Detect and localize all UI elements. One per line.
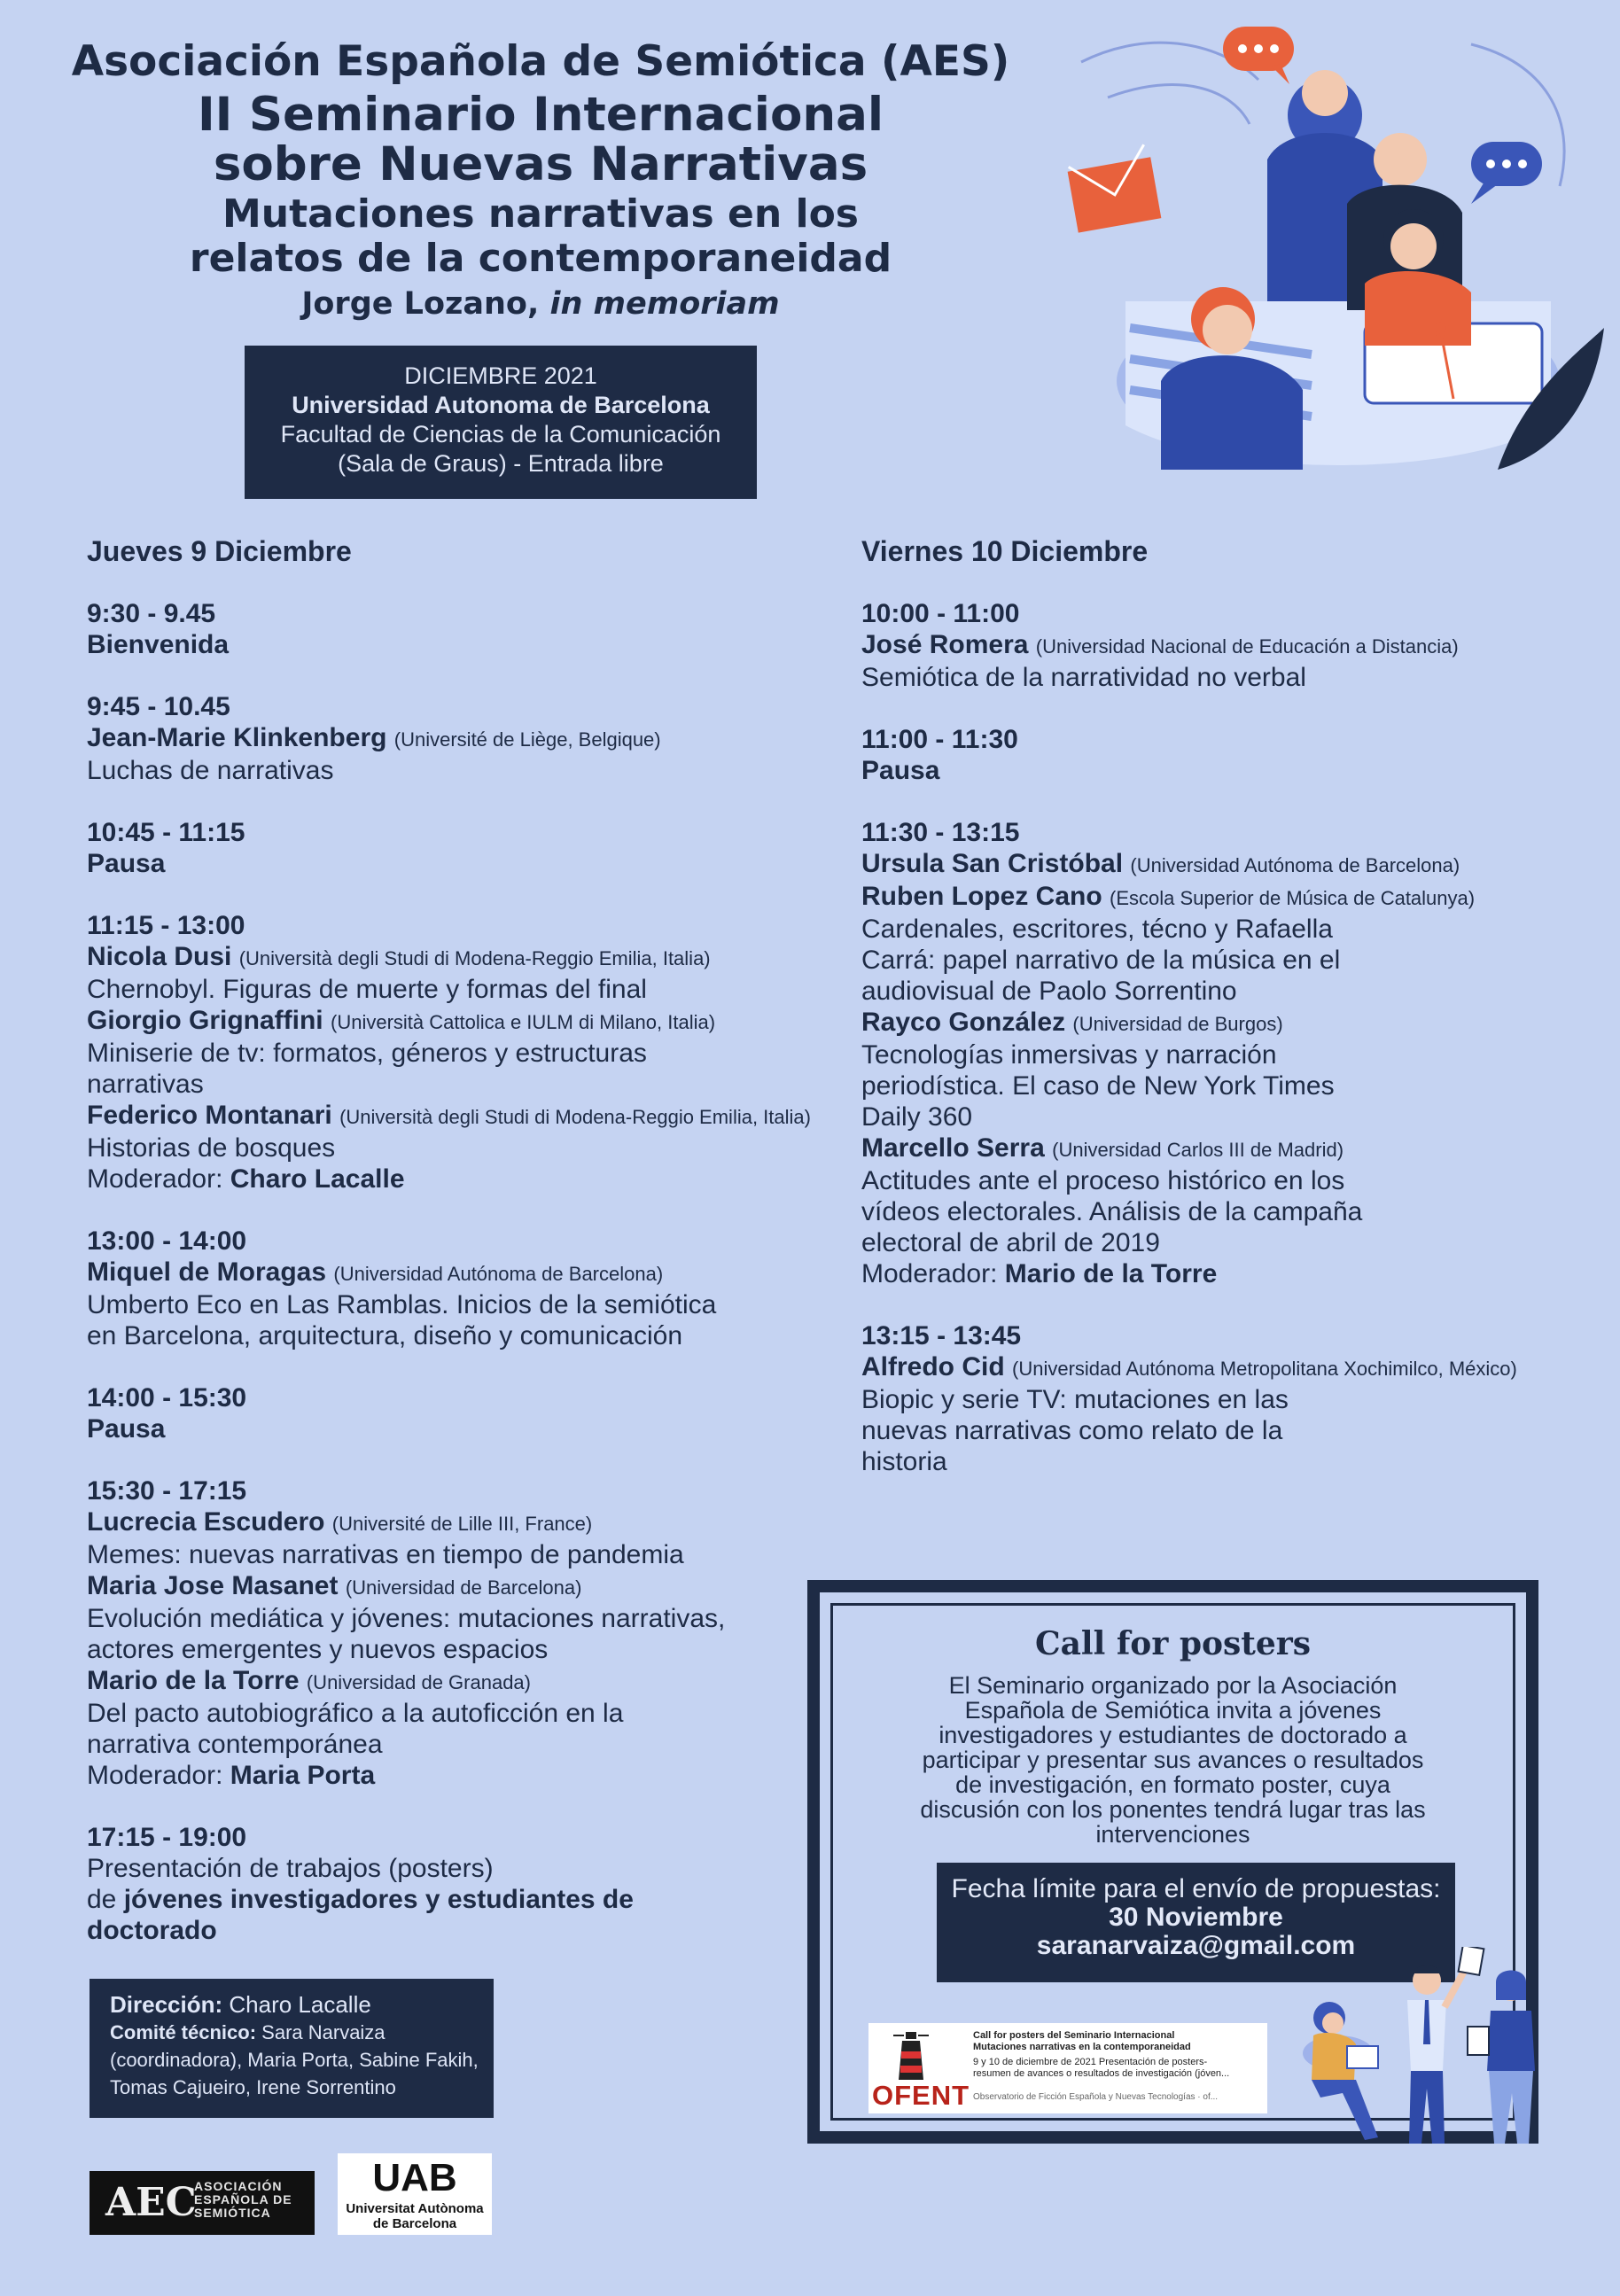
session-time: 14:00 - 15:30 [87, 1383, 247, 1413]
aes-logo-mark: AEC [105, 2180, 197, 2225]
talk-bold: doctorado [87, 1916, 217, 1945]
day-1-title: Jueves 9 Diciembre [87, 535, 352, 567]
session-block [861, 724, 1570, 786]
call-body-line: discusión con los ponentes tendrá lugar tras las [920, 1796, 1426, 1823]
session-time: 11:15 - 13:00 [87, 911, 245, 940]
session-title: Pausa [87, 1414, 166, 1444]
session-block [87, 1475, 822, 1791]
session-time: 17:15 - 19:00 [87, 1823, 247, 1852]
speaker-name: Lucrecia Escudero [87, 1507, 325, 1537]
session-time: 11:00 - 11:30 [861, 725, 1018, 754]
committee-line: (coordinadora), Maria Porta, Sabine Fakih, [110, 2049, 479, 2071]
speaker-line [87, 1257, 822, 1289]
talk-title: Chernobyl. Figuras de muerte y formas del final [87, 975, 647, 1004]
program-day-2 [861, 536, 1570, 1508]
session-time: 13:00 - 14:00 [87, 1226, 247, 1256]
direction-line [110, 1991, 494, 2019]
uab-logo-line: de Barcelona [372, 2216, 457, 2231]
session-title: Pausa [87, 849, 166, 878]
speaker-name: Marcello Serra [861, 1133, 1045, 1163]
day-2-title: Viernes 10 Diciembre [861, 535, 1149, 567]
speaker-name: Miquel de Moragas [87, 1257, 327, 1287]
speaker-name: Federico Montanari [87, 1101, 332, 1130]
session-time: 11:30 - 13:15 [861, 818, 1020, 847]
direction-name: Charo Lacalle [229, 1991, 371, 2018]
talk-connector: de [87, 1885, 117, 1914]
moderator-label: Moderador: [87, 1164, 223, 1194]
people-illustration [1046, 9, 1613, 505]
speaker-affiliation: (Universidad Autónoma Metropolitana Xochimilco, México) [1012, 1358, 1517, 1380]
aes-logo-text [194, 2180, 309, 2220]
ofent-logo-text: OFENT [872, 2080, 970, 2111]
talk-title: nuevas narrativas como relato de la [861, 1416, 1283, 1445]
speaker-affiliation: (Universidad Autónoma de Barcelona) [333, 1263, 664, 1285]
talk-title: Semiótica de la narratividad no verbal [861, 663, 1306, 692]
link-title: Mutaciones narrativas en la contemporaneidad [973, 2042, 1191, 2052]
dedication-name: Jorge Lozano, [301, 286, 540, 322]
call-body [886, 1673, 1460, 1847]
talk-title: Presentación de trabajos (posters) [87, 1854, 494, 1883]
aes-logo-line: ASOCIACIÓN [194, 2179, 283, 2193]
committee-label: Comité técnico: [110, 2021, 257, 2043]
moderator-line [861, 1258, 1570, 1289]
session-title: Pausa [861, 756, 940, 785]
link-desc: 9 y 10 de diciembre de 2021 Presentación de posters- [973, 2057, 1208, 2067]
talk-title: narrativa contemporánea [87, 1730, 383, 1759]
deadline-label: Fecha límite para el envío de propuestas: [951, 1874, 1441, 1903]
committee-names: Sara Narvaiza [261, 2021, 386, 2043]
session-time: 15:30 - 17:15 [87, 1476, 247, 1506]
uab-logo [338, 2153, 492, 2235]
speaker-affiliation: (Escola Superior de Música de Catalunya) [1110, 887, 1476, 909]
session-block [861, 1320, 1570, 1477]
speaker-affiliation: (Università Cattolica e IULM di Milano, Italia) [331, 1011, 716, 1033]
speaker-line [87, 1005, 822, 1038]
link-desc: resumen de avances o resultados de investigación (jóven... [973, 2068, 1230, 2079]
speaker-name: Ursula San Cristóbal [861, 849, 1124, 878]
speaker-name: Rayco González [861, 1008, 1066, 1037]
committee-line: Tomas Cajueiro, Irene Sorrentino [110, 2076, 396, 2098]
aes-logo-line: ESPAÑOLA DE [194, 2192, 292, 2206]
lighthouse-icon [893, 2028, 929, 2080]
speaker-affiliation: (Universidad Nacional de Educación a Distancia) [1035, 635, 1459, 658]
speaker-affiliation: (Universidad de Granada) [306, 1671, 531, 1693]
talk-title [87, 1884, 822, 1915]
talk-bold: jóvenes investigadores y estudiantes de [123, 1885, 634, 1914]
dedication [0, 282, 1081, 326]
venue-room: (Sala de Graus) - Entrada libre [338, 450, 664, 477]
talk-title: vídeos electorales. Análisis de la campaña [861, 1197, 1363, 1226]
talk-title: historia [861, 1447, 947, 1476]
researchers-illustration [1294, 1947, 1551, 2151]
speaker-line [87, 722, 822, 755]
credits-box [90, 1979, 494, 2118]
aes-logo [90, 2171, 315, 2235]
speaker-line [87, 1506, 822, 1539]
deadline-date: 30 Noviembre [1109, 1903, 1283, 1932]
speaker-line [861, 1007, 1570, 1039]
speaker-affiliation: (Università degli Studi di Modena-Reggio Emilia, Italia) [339, 1106, 811, 1128]
speaker-line [87, 1100, 822, 1132]
talk-title: Cardenales, escritores, técno y Rafaella [861, 915, 1333, 944]
speaker-affiliation: (Universidad Carlos III de Madrid) [1052, 1139, 1344, 1161]
moderator-name: Maria Porta [230, 1761, 376, 1790]
call-for-posters-box [807, 1580, 1538, 2144]
seminar-title-2: sobre Nuevas Narrativas [213, 137, 868, 191]
talk-title: Actitudes ante el proceso histórico en los [861, 1166, 1345, 1195]
moderator-name: Charo Lacalle [230, 1164, 405, 1194]
speaker-affiliation: (Università degli Studi di Modena-Reggio Emilia, Italia) [238, 947, 711, 969]
talk-title: narrativas [87, 1070, 204, 1099]
session-block [87, 817, 822, 879]
speaker-line [861, 1132, 1570, 1165]
speaker-name: Maria Jose Masanet [87, 1571, 339, 1600]
session-time: 9:30 - 9.45 [87, 599, 216, 628]
speaker-line [861, 848, 1570, 881]
link-preview-text [973, 2030, 1262, 2080]
session-block [87, 598, 822, 660]
session-block [87, 910, 822, 1195]
moderator-line [87, 1164, 822, 1195]
subtitle-1: Mutaciones narrativas en los [222, 191, 859, 237]
talk-title: Evolución mediática y jóvenes: mutaciones narrativas, [87, 1604, 726, 1633]
venue-box [245, 346, 757, 499]
call-body-line: participar y presentar sus avances o resultados [922, 1747, 1424, 1773]
link-title: Call for posters del Seminario Internacional [973, 2030, 1175, 2041]
talk-title: Carrá: papel narrativo de la música en el [861, 946, 1341, 975]
committee-line [110, 2019, 494, 2046]
talk-title: electoral de abril de 2019 [861, 1228, 1160, 1257]
speaker-affiliation: (Universidad de Barcelona) [345, 1576, 582, 1599]
talk-title: Miniserie de tv: formatos, géneros y estructuras [87, 1039, 647, 1068]
speaker-name: Mario de la Torre [87, 1666, 300, 1695]
call-body-line: El Seminario organizado por la Asociación [948, 1672, 1398, 1699]
speaker-name: Giorgio Grignaffini [87, 1006, 323, 1035]
speaker-line [861, 629, 1570, 662]
uab-logo-mark: UAB [372, 2156, 457, 2199]
session-block [87, 1226, 822, 1351]
speaker-name: Nicola Dusi [87, 942, 232, 971]
call-for-posters-inner [830, 1603, 1515, 2121]
program-day-1 [87, 536, 822, 1977]
talk-title: en Barcelona, arquitectura, diseño y comunicación [87, 1321, 683, 1350]
link-source: Observatorio de Ficción Española y Nuevas Tecnologías · of... [973, 2092, 1219, 2102]
talk-title: Del pacto autobiográfico a la autoficción en la [87, 1699, 624, 1728]
talk-title: Historias de bosques [87, 1133, 336, 1163]
speaker-line [861, 881, 1570, 914]
link-preview-card[interactable] [868, 2023, 1267, 2113]
speaker-name: Alfredo Cid [861, 1352, 1005, 1381]
moderator-line [87, 1760, 822, 1791]
speaker-name: José Romera [861, 630, 1029, 659]
venue-faculty: Facultad de Ciencias de la Comunicación [280, 421, 721, 448]
talk-title: Daily 360 [861, 1102, 973, 1132]
session-block [87, 691, 822, 786]
aes-logo-line: SEMIÓTICA [194, 2206, 271, 2220]
talk-title: audiovisual de Paolo Sorrentino [861, 977, 1237, 1006]
header [0, 34, 1081, 326]
seminar-title-1: II Seminario Internacional [197, 88, 884, 142]
talk-title: Umberto Eco en Las Ramblas. Inicios de la semiótica [87, 1290, 717, 1319]
talk-title: Memes: nuevas narrativas en tiempo de pandemia [87, 1540, 684, 1569]
subtitle-2: relatos de la contemporaneidad [189, 236, 892, 281]
session-title: Bienvenida [87, 630, 230, 659]
speaker-line [87, 941, 822, 974]
moderator-label: Moderador: [87, 1761, 223, 1790]
uab-logo-line: Universitat Autònoma [346, 2201, 484, 2216]
session-time: 9:45 - 10.45 [87, 692, 230, 721]
talk-title: Biopic y serie TV: mutaciones en las [861, 1385, 1289, 1414]
speaker-affiliation: (Université de Lille III, France) [331, 1513, 593, 1535]
call-title: Call for posters [1034, 1625, 1312, 1662]
speaker-line [87, 1570, 822, 1603]
session-time: 13:15 - 13:45 [861, 1321, 1022, 1350]
speaker-affiliation: (Université de Liège, Belgique) [393, 728, 661, 751]
speaker-line [861, 1351, 1570, 1384]
speaker-name: Ruben Lopez Cano [861, 882, 1102, 911]
talk-title: periodística. El caso de New York Times [861, 1071, 1335, 1101]
speaker-line [87, 1665, 822, 1698]
session-block [861, 817, 1570, 1289]
talk-title: Tecnologías inmersivas y narración [861, 1040, 1277, 1070]
call-body-line: intervenciones [1095, 1821, 1250, 1848]
venue-university: Universidad Autonoma de Barcelona [292, 392, 710, 418]
contact-email[interactable]: saranarvaiza@gmail.com [1036, 1931, 1356, 1960]
session-block [861, 598, 1570, 693]
venue-date: DICIEMBRE 2021 [404, 362, 597, 389]
call-body-line: Española de Semiótica invita a jóvenes [964, 1697, 1382, 1724]
speaker-affiliation: (Universidad Autónoma de Barcelona) [1130, 854, 1460, 876]
session-time: 10:45 - 11:15 [87, 818, 245, 847]
session-block [87, 1822, 822, 1946]
session-block [87, 1382, 822, 1444]
moderator-name: Mario de la Torre [1004, 1259, 1218, 1288]
call-body-line: investigadores y estudiantes de doctorado a [939, 1722, 1407, 1748]
session-time: 10:00 - 11:00 [861, 599, 1020, 628]
association-title: Asociación Española de Semiótica (AES) [71, 37, 1010, 86]
speaker-name: Jean-Marie Klinkenberg [87, 723, 387, 752]
talk-title: actores emergentes y nuevos espacios [87, 1635, 549, 1664]
speaker-affiliation: (Universidad de Burgos) [1072, 1013, 1283, 1035]
call-body-line: de investigación, en formato poster, cuya [955, 1771, 1390, 1798]
moderator-label: Moderador: [861, 1259, 998, 1288]
talk-title: Luchas de narrativas [87, 756, 334, 785]
dedication-italic: in memoriam [549, 286, 780, 322]
direction-label: Dirección: [110, 1991, 223, 2018]
